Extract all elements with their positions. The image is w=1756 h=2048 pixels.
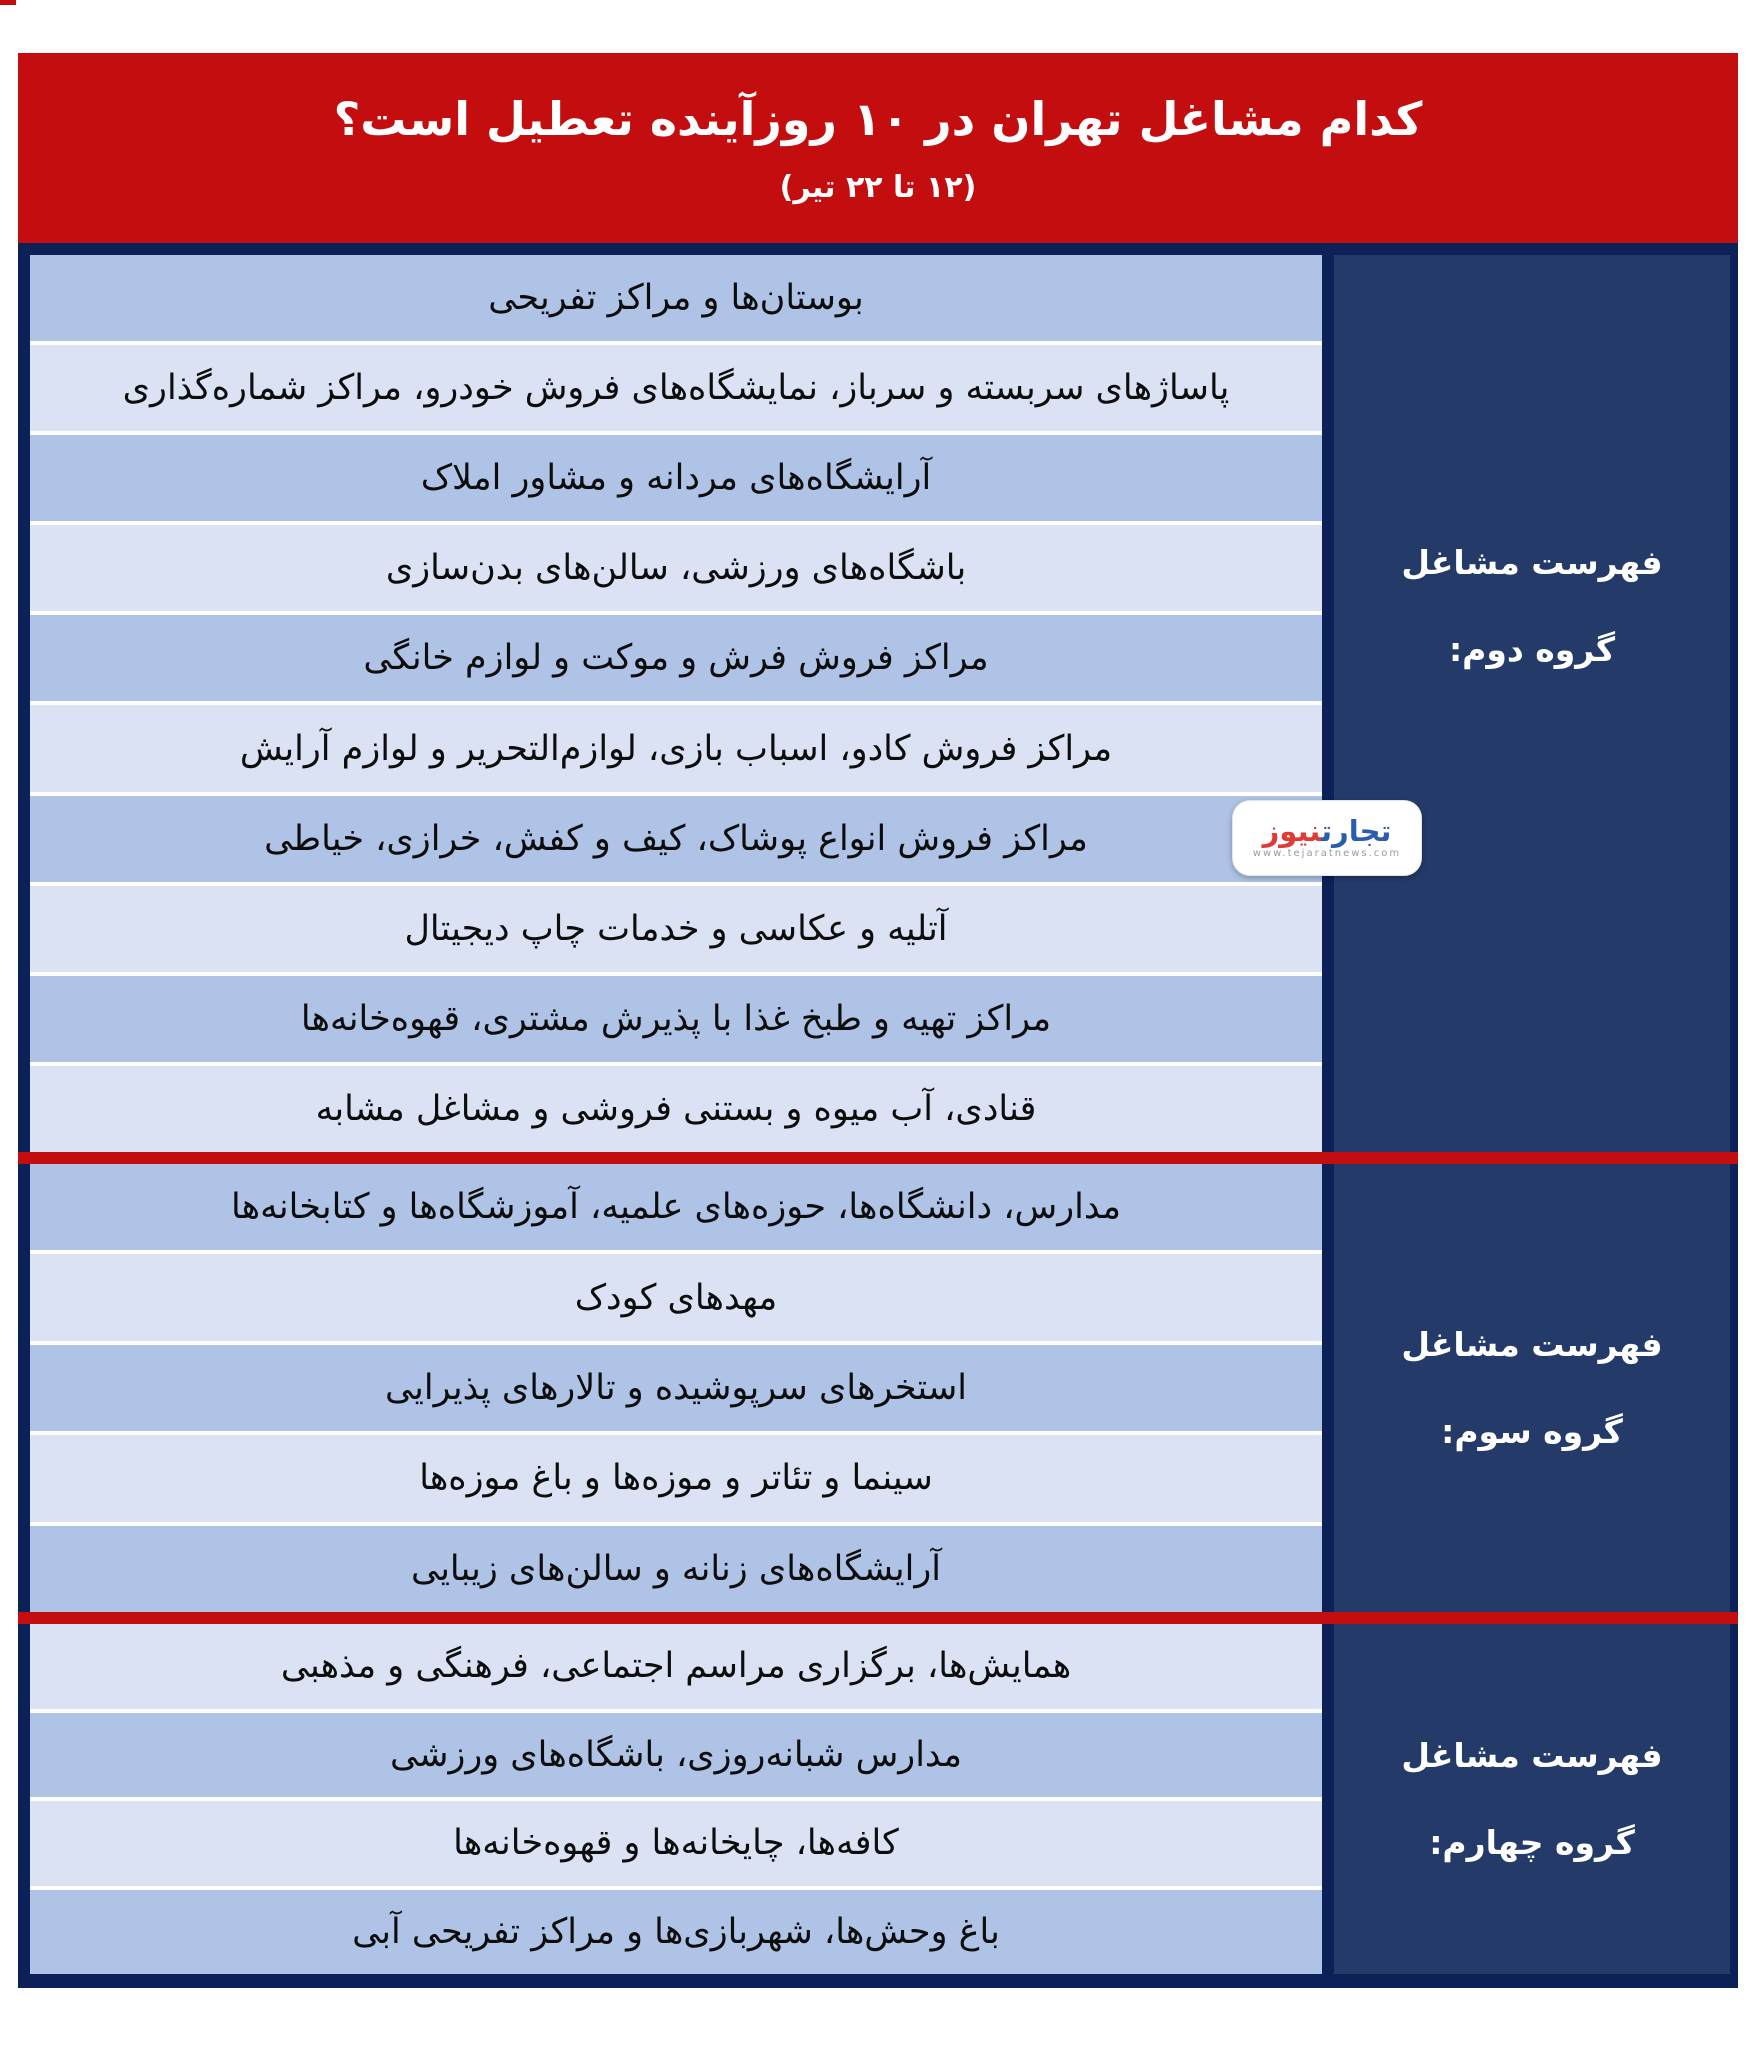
table-row: بوستان‌ها و مراکز تفریحی xyxy=(30,255,1322,341)
group-label-block xyxy=(1401,1325,1662,1451)
table-row: باشگاه‌های ورزشی، سالن‌های بدن‌سازی xyxy=(30,525,1322,611)
group-label-name: گروه سوم: xyxy=(1441,1412,1623,1451)
group-label-panel xyxy=(1334,255,1730,1152)
table-row: مراکز فروش فرش و موکت و لوازم خانگی xyxy=(30,615,1322,701)
table-row: کافه‌ها، چایخانه‌ها و قهوه‌خانه‌ها xyxy=(30,1801,1322,1886)
logo-url: www.tejaratnews.com xyxy=(1252,848,1402,859)
group-rows xyxy=(30,1624,1322,1974)
group-label-title: فهرست مشاغل xyxy=(1401,542,1663,582)
group-label-name: گروه چهارم: xyxy=(1429,1823,1635,1862)
closures-table xyxy=(18,243,1738,1988)
group-section xyxy=(30,1164,1730,1612)
group-label-panel xyxy=(1334,1164,1730,1612)
decorative-red-sliver xyxy=(0,0,16,5)
table-row: مدارس، دانشگاه‌ها، حوزه‌های علمیه، آموزشگاه‌ها و کتابخانه‌ها xyxy=(30,1164,1322,1250)
table-row: پاساژهای سربسته و سرباز، نمایشگاه‌های فروش خودرو، مراکز شماره‌گذاری xyxy=(30,345,1322,431)
table-row: آرایشگاه‌های زنانه و سالن‌های زیبایی xyxy=(30,1526,1322,1612)
tejaratnews-logo xyxy=(1232,800,1422,876)
group-label-name: گروه دوم: xyxy=(1448,629,1616,669)
table-row: همایش‌ها، برگزاری مراسم اجتماعی، فرهنگی و مذهبی xyxy=(30,1624,1322,1709)
group-label-block xyxy=(1401,1736,1662,1862)
header-banner xyxy=(18,53,1738,243)
table-row: سینما و تئاتر و موزه‌ها و باغ موزه‌ها xyxy=(30,1435,1322,1521)
group-label-title: فهرست مشاغل xyxy=(1401,1325,1663,1364)
group-rows xyxy=(30,255,1322,1152)
table-row: استخرهای سرپوشیده و تالارهای پذیرایی xyxy=(30,1345,1322,1431)
table-row: مراکز فروش انواع پوشاک، کیف و کفش، خرازی، خیاطی xyxy=(30,796,1322,882)
table-row: آرایشگاه‌های مردانه و مشاور املاک xyxy=(30,435,1322,521)
table-row: مهدهای کودک xyxy=(30,1254,1322,1340)
table-row: قنادی، آب میوه و بستنی فروشی و مشاغل مشابه xyxy=(30,1066,1322,1152)
group-label-block xyxy=(1401,543,1662,669)
group-label-title: فهرست مشاغل xyxy=(1401,1736,1663,1775)
group-divider xyxy=(18,1612,1738,1624)
group-section xyxy=(30,255,1730,1152)
page-title: کدام مشاغل تهران در ۱۰ روزآینده تعطیل است؟ xyxy=(333,91,1423,146)
table-row: مدارس شبانه‌روزی، باشگاه‌های ورزشی xyxy=(30,1713,1322,1798)
group-divider xyxy=(18,1152,1738,1164)
table-row: مراکز فروش کادو، اسباب بازی، لوازم‌التحریر و لوازم آرایش xyxy=(30,705,1322,791)
table-row: آتلیه و عکاسی و خدمات چاپ دیجیتال xyxy=(30,886,1322,972)
date-range-subtitle: (۱۲ تا ۲۲ تیر) xyxy=(779,169,977,205)
logo-wordmark xyxy=(1262,814,1392,848)
group-label-panel xyxy=(1334,1624,1730,1974)
logo-text-news: نیوز xyxy=(1262,814,1322,848)
table-row: باغ وحش‌ها، شهربازی‌ها و مراکز تفریحی آبی xyxy=(30,1890,1322,1975)
table-row: مراکز تهیه و طبخ غذا با پذیرش مشتری، قهوه‌خانه‌ها xyxy=(30,976,1322,1062)
group-rows xyxy=(30,1164,1322,1612)
group-section xyxy=(30,1624,1730,1974)
logo-text-tejarat: تجارت xyxy=(1321,814,1392,848)
